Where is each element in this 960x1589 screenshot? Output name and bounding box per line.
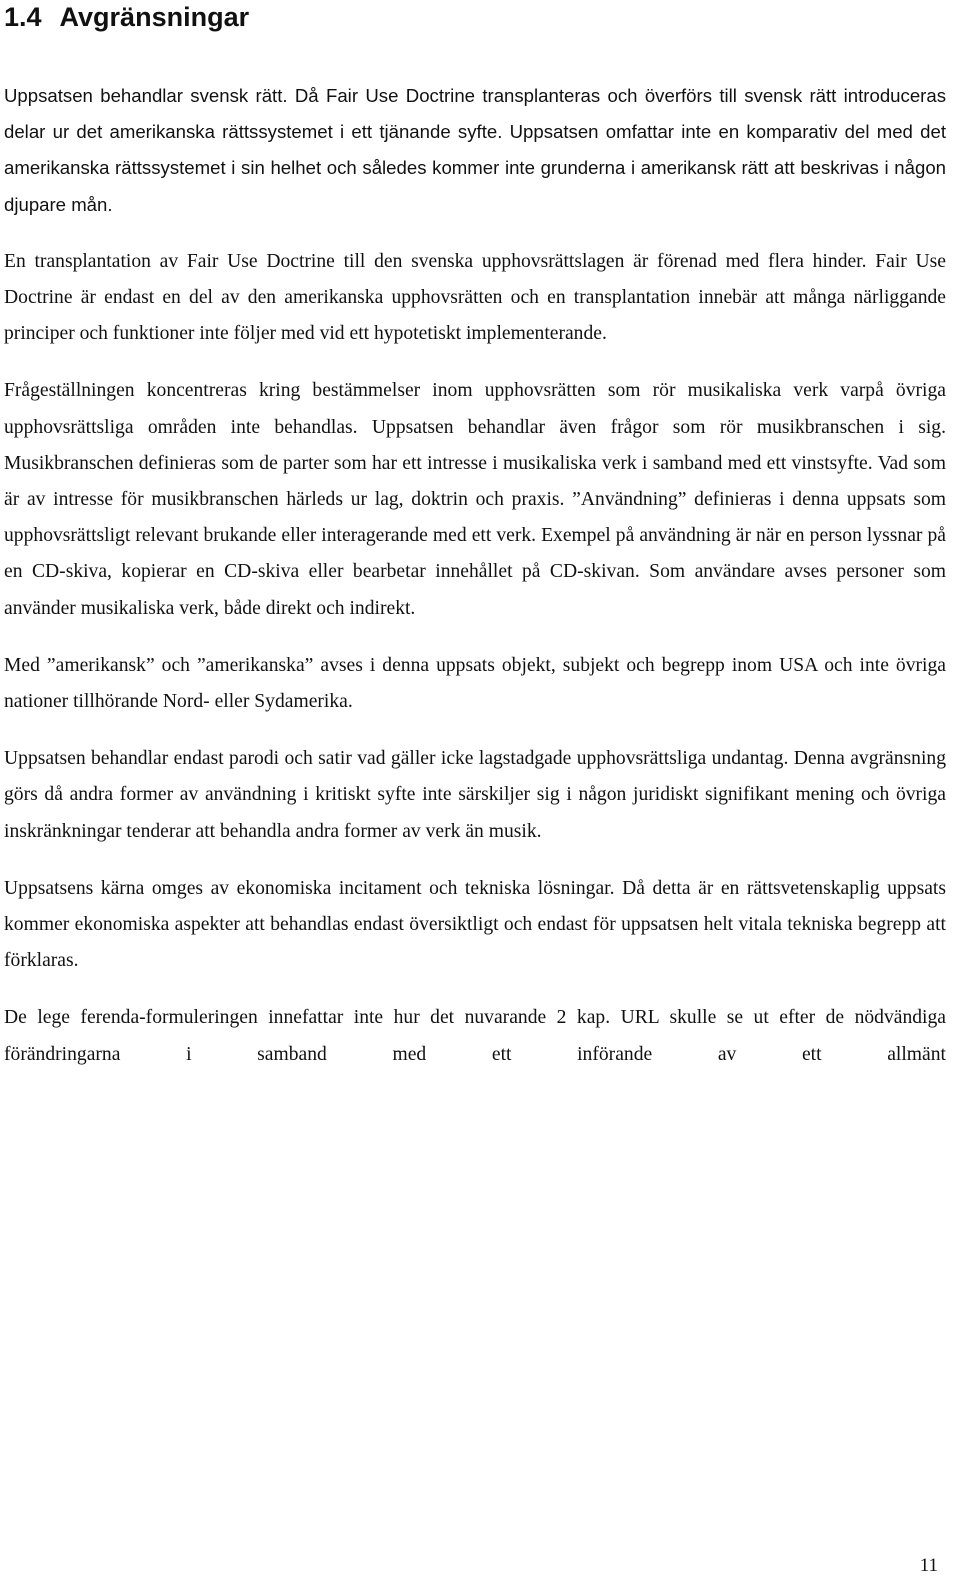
paragraph-scope-swedish-law: Uppsatsen behandlar svensk rätt. Då Fair Use Doctrine transplanteras och överförs till svensk rätt introduceras delar ur det amerikanska rättssystemet i ett tjänande syfte. Uppsatsen omfattar inte en komparativ del med det amerikanska rättssystemet i sin helhet och således kommer inte grunderna i amerikansk rätt att beskrivas i någon djupare mån. [4,85,946,215]
section-title: Avgränsningar [59,2,250,32]
body-text [4,78,946,1073]
section-number: 1.4 [4,2,42,32]
page-number: 11 [919,1555,938,1576]
paragraph-transplantation-obstacles: En transplantation av Fair Use Doctrine till den svenska upphovsrättslagen är förenad med flera hinder. Fair Use Doctrine är endast en del av den amerikanska upphovsrätten och en transplantation innebär att många närliggande principer och funktioner inte följer med vid ett hypotetiskt implementerande. [4,250,946,345]
paragraph-musical-works: Frågeställningen koncentreras kring bestämmelser inom upphovsrätten som rör musikaliska verk varpå övriga upphovsrättsliga områden inte behandlas. Uppsatsen behandlar även frågor som rör musikbranschen i sig. Musikbranschen definieras som de parter som har ett intresse i musikaliska verk i samband med ett vinstsyfte. Vad som är av intresse för musikbranschen härleds ur lag, doktrin och praxis. ”Användning” definieras i denna uppsats som upphovsrättsligt relevant brukande eller interagerande med ett verk. Exempel på användning är när en person lyssnar på en CD-skiva, kopierar en CD-skiva eller bearbetar innehållet på CD-skivan. Som användare avses personer som använder musikaliska verk, både direkt och indirekt. [4,380,946,619]
paragraph-de-lege-ferenda: De lege ferenda-formuleringen innefattar inte hur det nuvarande 2 kap. URL skulle se ut efter de nödvändiga förändringarna i samband med ett införande av ett allmänt [4,1007,946,1065]
paragraph-american-definition: Med ”amerikansk” och ”amerikanska” avses i denna uppsats objekt, subjekt och begrepp inom USA och inte övriga nationer tillhörande Nord- eller Sydamerika. [4,654,946,713]
paragraph-economic-technical: Uppsatsens kärna omges av ekonomiska incitament och tekniska lösningar. Då detta är en rättsvetenskaplig uppsats kommer ekonomiska aspekter att behandlas endast översiktligt och endast för uppsatsen helt vitala tekniska begrepp att förklaras. [4,877,946,972]
paragraph-parody-satire: Uppsatsen behandlar endast parodi och satir vad gäller icke lagstadgade upphovsrättsliga undantag. Denna avgränsning görs då andra former av användning i kritiskt syfte inte särskiljer sig i någon juridiskt signifikant mening och övriga inskränkningar tenderar att behandla andra former av verk än musik. [4,748,946,842]
section-heading [4,0,249,34]
